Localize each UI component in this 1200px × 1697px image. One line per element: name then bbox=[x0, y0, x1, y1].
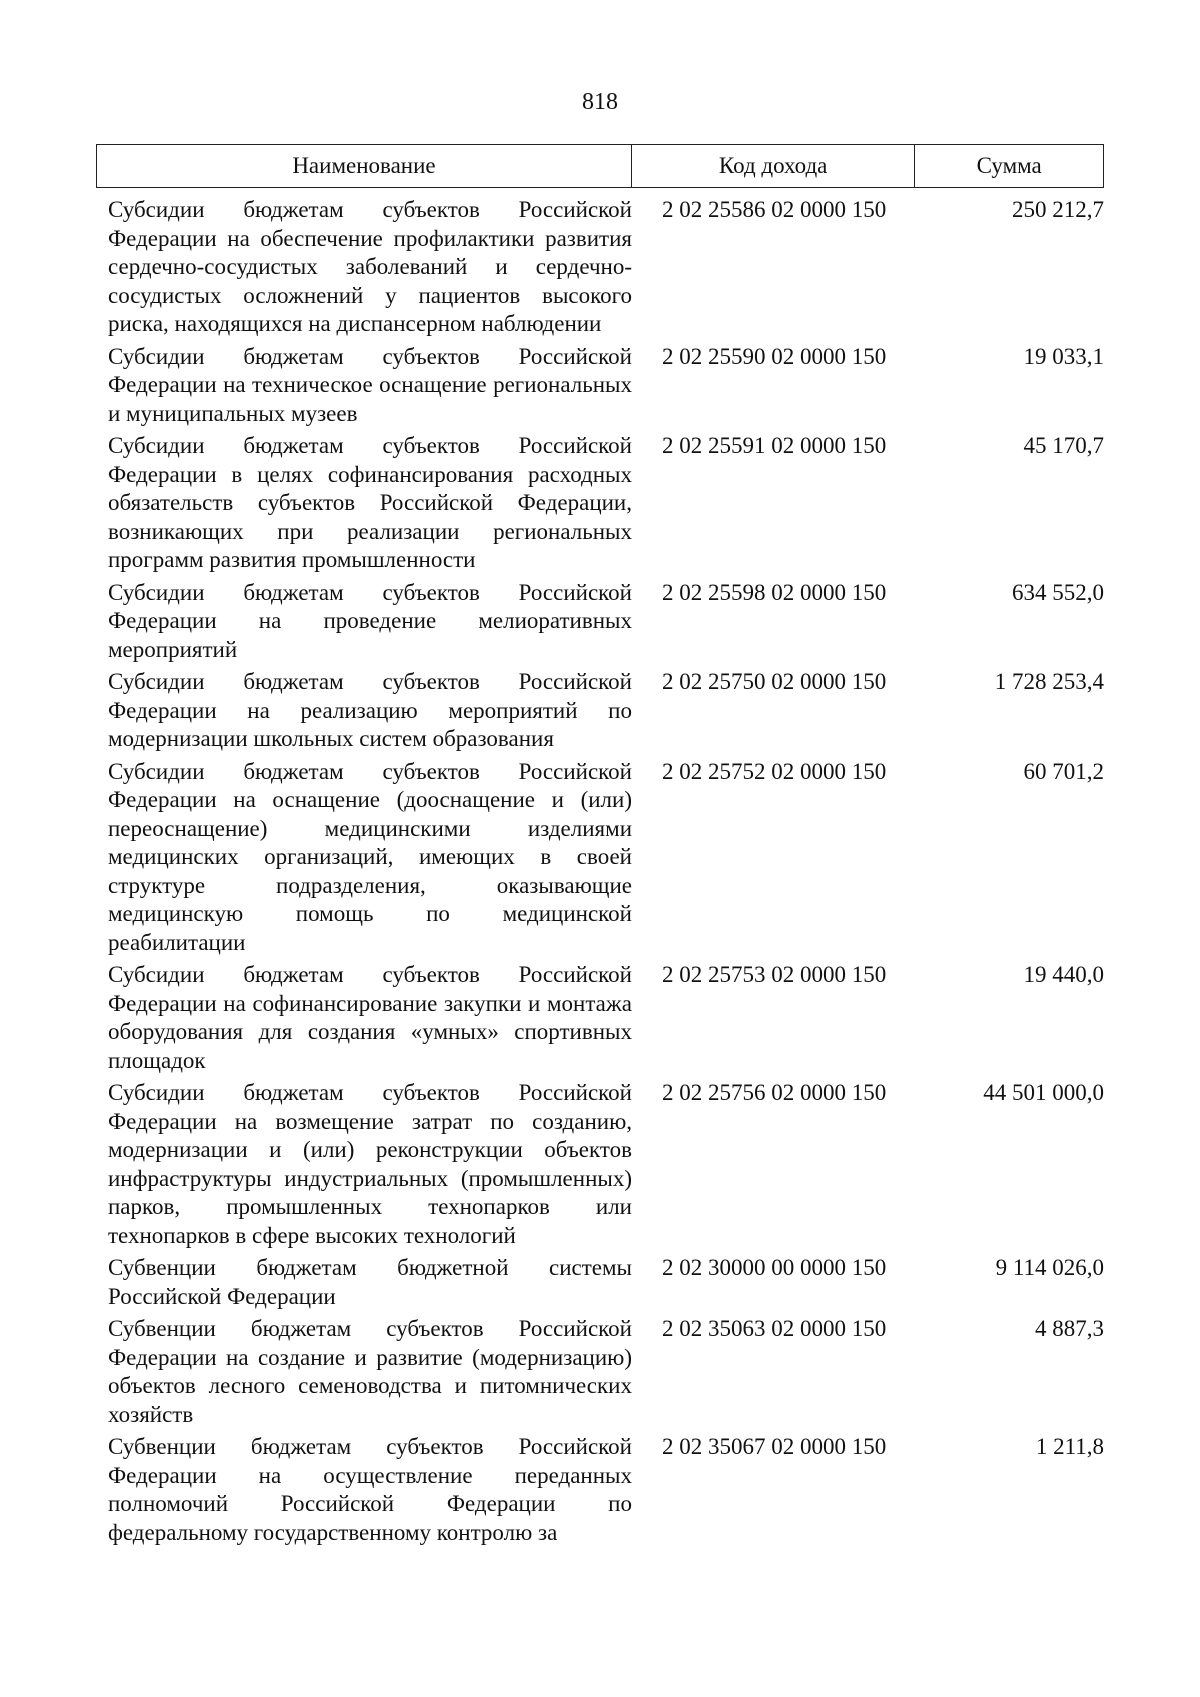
row-code: 2 02 25753 02 0000 150 bbox=[662, 962, 887, 987]
table-row bbox=[96, 1254, 1104, 1311]
row-name: Субсидии бюджетам субъектов Российской Федерации на техническое оснащение региональных и муниципальных музеев bbox=[108, 343, 632, 426]
table-row bbox=[96, 1079, 1104, 1250]
header-code: Код дохода bbox=[632, 145, 915, 187]
row-sum: 634 552,0 bbox=[1012, 579, 1104, 605]
table-row bbox=[96, 758, 1104, 958]
row-sum: 9 114 026,0 bbox=[995, 1255, 1104, 1280]
table-row bbox=[96, 1315, 1104, 1429]
row-sum: 60 701,2 bbox=[1023, 758, 1104, 784]
row-name: Субсидии бюджетам субъектов Российской Федерации на возмещение затрат по созданию, модернизации и (или) реконструкции объектов инфраструктуры индустриальных (промышленных) парков, промышленных технопарков или технопарков в сфере высоких технологий bbox=[108, 1080, 632, 1248]
row-name: Субсидии бюджетам субъектов Российской Федерации на реализацию мероприятий по модернизации школьных систем образования bbox=[108, 669, 632, 751]
row-code: 2 02 35063 02 0000 150 bbox=[662, 1316, 887, 1341]
row-code: 2 02 30000 00 0000 150 bbox=[662, 1255, 887, 1280]
row-code: 2 02 25750 02 0000 150 bbox=[662, 669, 887, 694]
table-row bbox=[96, 1433, 1104, 1547]
row-name: Субвенции бюджетам субъектов Российской Федерации на создание и развитие (модернизацию) объектов лесного семеноводства и питомнических хозяйств bbox=[108, 1316, 632, 1427]
row-name: Субсидии бюджетам субъектов Российской Федерации на обеспечение профилактики развития сердечно-сосудистых заболеваний и сердечно-сосудистых осложнений у пациентов высокого риска, находящихся на диспансерном наблюдении bbox=[108, 197, 632, 336]
row-sum: 1 728 253,4 bbox=[994, 669, 1104, 694]
table-row bbox=[96, 961, 1104, 1075]
header-sum: Сумма bbox=[976, 153, 1042, 178]
table-row bbox=[96, 579, 1104, 665]
table-row bbox=[96, 668, 1104, 754]
table-row bbox=[96, 343, 1104, 429]
row-sum: 250 212,7 bbox=[1012, 197, 1104, 222]
row-sum: 19 440,0 bbox=[1023, 962, 1104, 987]
table-body bbox=[96, 196, 1104, 1547]
row-name: Субсидии бюджетам субъектов Российской Федерации на софинансирование закупки и монтажа оборудования для создания «умных» спортивных площадок bbox=[108, 962, 632, 1073]
row-sum: 19 033,1 bbox=[1023, 343, 1104, 369]
table-header bbox=[96, 144, 1104, 188]
row-sum: 45 170,7 bbox=[1023, 433, 1104, 458]
row-code: 2 02 35067 02 0000 150 bbox=[662, 1434, 887, 1459]
row-name: Субсидии бюджетам субъектов Российской Федерации в целях софинансирования расходных обязательств субъектов Российской Федерации, возникающих при реализации региональных программ развития промышленности bbox=[108, 433, 632, 572]
row-name: Субсидии бюджетам субъектов Российской Федерации на проведение мелиоративных мероприятий bbox=[108, 579, 632, 662]
row-code: 2 02 25591 02 0000 150 bbox=[662, 433, 887, 458]
table-row bbox=[96, 432, 1104, 575]
row-code: 2 02 25752 02 0000 150 bbox=[662, 758, 887, 784]
row-name: Субвенции бюджетам бюджетной системы Российской Федерации bbox=[108, 1255, 632, 1309]
header-name: Наименование bbox=[97, 145, 632, 187]
row-name: Субвенции бюджетам субъектов Российской Федерации на осуществление переданных полномочий Российской Федерации по федеральному государственному контролю за bbox=[108, 1434, 632, 1545]
row-code: 2 02 25756 02 0000 150 bbox=[662, 1080, 887, 1105]
page-number: 818 bbox=[582, 89, 618, 115]
row-code: 2 02 25586 02 0000 150 bbox=[662, 197, 887, 222]
row-sum: 1 211,8 bbox=[1035, 1434, 1104, 1459]
row-sum: 44 501 000,0 bbox=[983, 1080, 1104, 1105]
row-name: Субсидии бюджетам субъектов Российской Федерации на оснащение (дооснащение и (или) переоснащение) медицинскими изделиями медицинских организаций, имеющих в своей структуре подразделения, оказывающие медицинскую помощь по медицинской реабилитации bbox=[108, 758, 632, 955]
row-code: 2 02 25598 02 0000 150 bbox=[662, 579, 887, 605]
row-code: 2 02 25590 02 0000 150 bbox=[662, 343, 887, 369]
table-row bbox=[96, 196, 1104, 339]
income-table bbox=[96, 144, 1104, 1551]
row-sum: 4 887,3 bbox=[1035, 1316, 1104, 1341]
